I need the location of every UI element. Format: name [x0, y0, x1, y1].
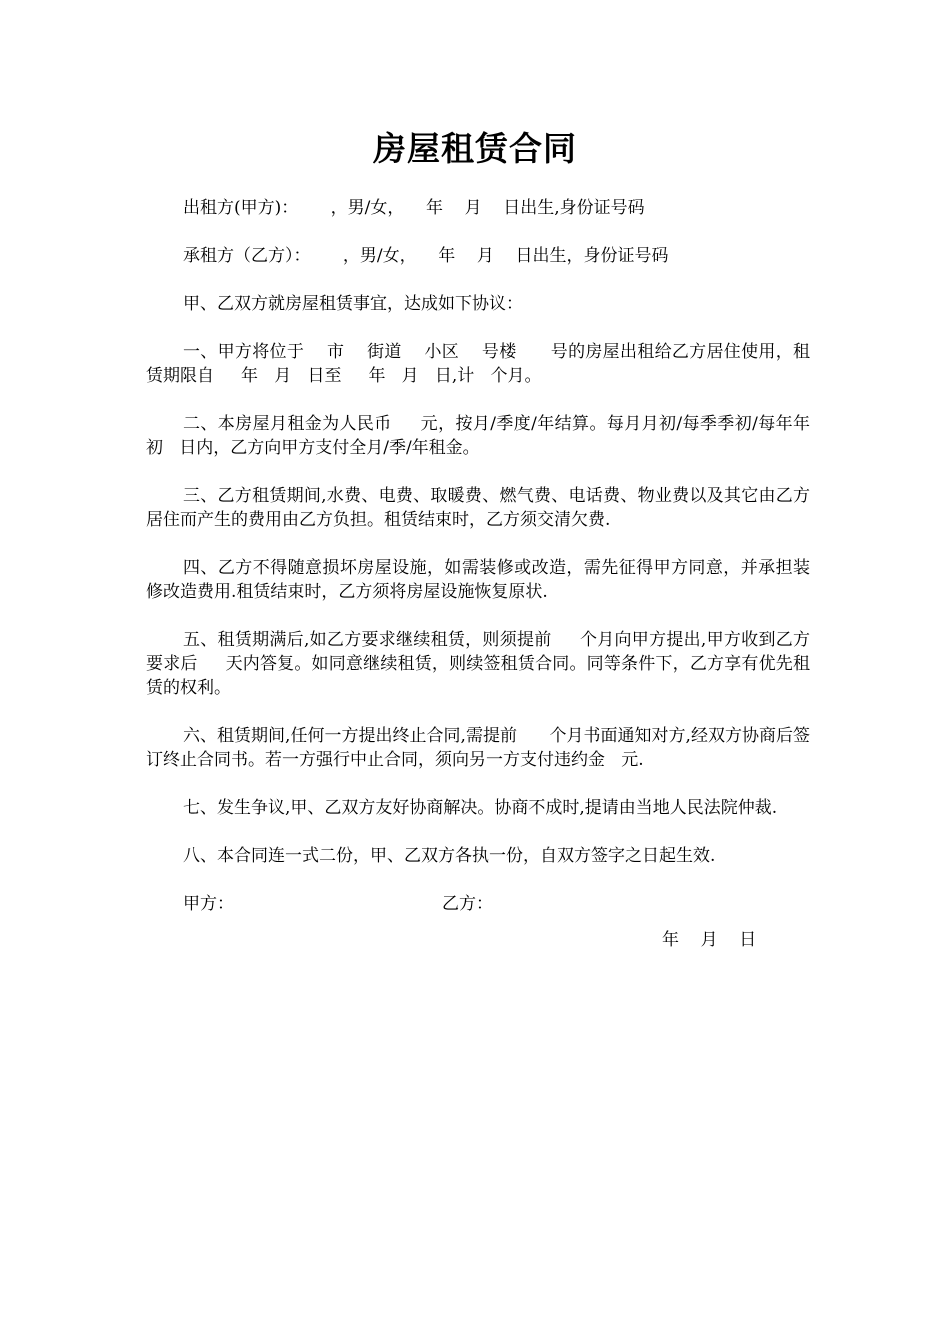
document-title: 房屋租赁合同	[373, 129, 577, 168]
clause-4: 四、乙方不得随意损坏房屋设施，如需装修或改造，需先征得甲方同意，并承担装修改造费用.租赁结束时，乙方须将房屋设施恢复原状.	[146, 558, 810, 602]
clause-7: 七、发生争议,甲、乙双方友好协商解决。协商不成时,提请由当地人民法院仲裁.	[183, 798, 778, 818]
clause-2: 二、本房屋月租金为人民币 元，按月/季度/年结算。每月月初/每季季初/每年年初 日内，乙方向甲方支付全月/季/年租金。	[146, 414, 810, 458]
lessor-line: 出租方(甲方)： ，男/女， 年 月 日出生,身份证号码	[183, 198, 645, 218]
agreement-intro: 甲、乙双方就房屋租赁事宜，达成如下协议：	[183, 294, 523, 314]
clause-5: 五、租赁期满后,如乙方要求继续租赁，则须提前 个月向甲方提出,甲方收到乙方要求后 天内答复。如同意继续租赁，则续签租赁合同。同等条件下，乙方享有优先租赁的权利。	[146, 630, 810, 698]
party-b-signature-label: 乙方：	[442, 894, 493, 914]
clause-8: 八、本合同连一式二份，甲、乙双方各执一份，自双方签字之日起生效.	[183, 846, 716, 866]
clause-6: 六、租赁期间,任何一方提出终止合同,需提前 个月书面通知对方,经双方协商后签订终止合同书。若一方强行中止合同，须向另一方支付违约金 元.	[146, 726, 810, 770]
signature-row	[146, 892, 810, 916]
clause-1: 一、甲方将位于 市 街道 小区 号楼 号的房屋出租给乙方居住使用，租赁期限自 年 月 日至 年 月 日,计 个月。	[146, 342, 810, 386]
party-a-signature-label: 甲方：	[183, 894, 234, 914]
clause-3: 三、乙方租赁期间,水费、电费、取暖费、燃气费、电话费、物业费以及其它由乙方居住而产生的费用由乙方负担。租赁结束时，乙方须交清欠费.	[146, 486, 810, 530]
signing-date: 年 月 日	[662, 930, 757, 950]
lessee-line: 承租方（乙方）： ，男/女， 年 月 日出生，身份证号码	[183, 246, 669, 266]
signing-date-row	[146, 928, 810, 952]
contract-body	[146, 196, 810, 952]
